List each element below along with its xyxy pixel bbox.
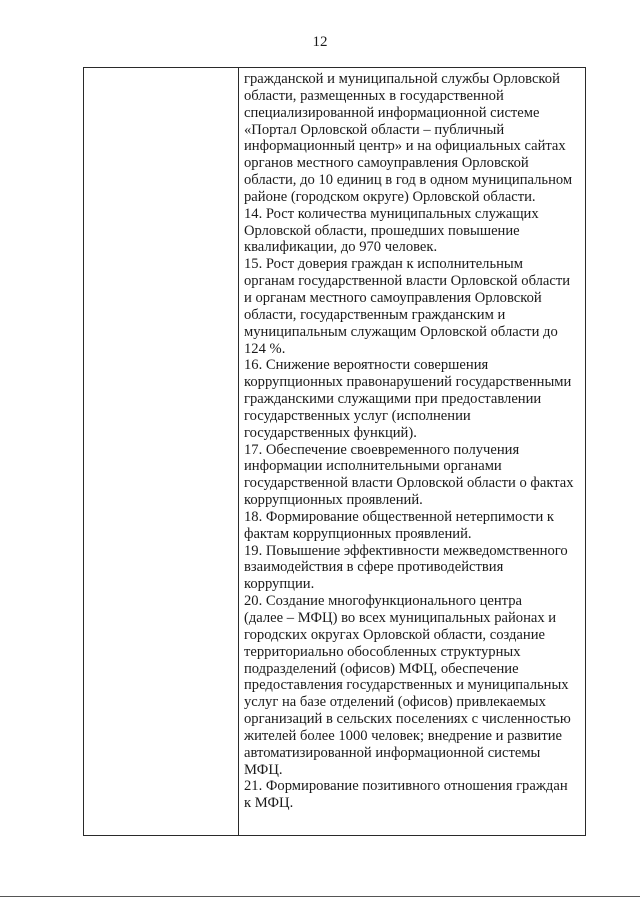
text-line: 17. Обеспечение своевременного получения (244, 441, 520, 458)
document-table (83, 67, 586, 836)
text-line: (далее – МФЦ) во всех муниципальных районах и (244, 610, 557, 626)
text-line: информации исполнительными органами (244, 458, 502, 475)
text-line: 124 %. (244, 340, 286, 357)
text-line: подразделений (офисов) МФЦ, обеспечение (244, 660, 519, 677)
text-line: области, до 10 единиц в год в одном муниципальном (244, 172, 573, 189)
text-line: к МФЦ. (244, 795, 294, 812)
text-line: МФЦ. (244, 761, 283, 778)
text-line: автоматизированной информационной системы (244, 744, 541, 761)
text-line: специализированной информационной системе (244, 104, 540, 121)
text-line: 16. Снижение вероятности совершения (244, 357, 489, 374)
text-line: органов местного самоуправления Орловской (244, 155, 529, 172)
text-line: 21. Формирование позитивного отношения граждан (244, 778, 568, 795)
text-line: коррупционных проявлений. (244, 492, 423, 509)
text-line: «Портал Орловской области – публичный (244, 121, 505, 138)
text-line: территориально обособленных структурных (244, 643, 521, 660)
text-line: государственной власти Орловской области о фактах (244, 475, 574, 492)
text-line: 18. Формирование общественной нетерпимости к (244, 508, 555, 525)
text-line: 19. Повышение эффективности межведомственного (244, 542, 568, 559)
column-divider (238, 68, 239, 835)
text-line: гражданскими служащими при предоставлении (244, 391, 542, 408)
text-line: государственных функций). (244, 424, 417, 441)
text-line: области, размещенных в государственной (244, 87, 504, 104)
text-line: гражданской и муниципальной службы Орловской (244, 71, 560, 87)
text-line: государственных услуг (исполнении (244, 407, 471, 424)
text-line: области, государственным гражданским и (244, 306, 506, 323)
text-line: и органам местного самоуправления Орловской (244, 289, 542, 306)
text-line: 20. Создание многофункционального центра (244, 593, 522, 610)
text-line: районе (городском округе) Орловской области. (244, 188, 536, 205)
table-right-cell (244, 71, 584, 812)
text-line: 14. Рост количества муниципальных служащих (244, 205, 539, 222)
text-line: взаимодействия в сфере противодействия (244, 559, 504, 576)
text-line: 15. Рост доверия граждан к исполнительным (244, 256, 523, 273)
text-line: жителей более 1000 человек; внедрение и развитие (244, 727, 562, 744)
text-line: квалификации, до 970 человек. (244, 239, 438, 256)
text-line: муниципальным служащим Орловской области до (244, 323, 558, 340)
text-line: фактам коррупционных проявлений. (244, 525, 472, 542)
text-line: организаций в сельских поселениях с численностью (244, 711, 571, 728)
text-line: коррупции. (244, 576, 315, 593)
text-line: услуг на базе отделений (офисов) привлекаемых (244, 694, 546, 711)
page-number: 12 (312, 34, 328, 50)
text-line: предоставления государственных и муниципальных (244, 677, 569, 694)
text-line: Орловской области, прошедших повышение (244, 222, 520, 239)
text-line: органам государственной власти Орловской области (244, 273, 571, 290)
text-line: коррупционных правонарушений государственными (244, 374, 572, 391)
text-line: информационный центр» и на официальных сайтах (244, 138, 566, 155)
text-line: городских округах Орловской области, создание (244, 626, 546, 643)
page-bottom-rule (0, 896, 640, 897)
